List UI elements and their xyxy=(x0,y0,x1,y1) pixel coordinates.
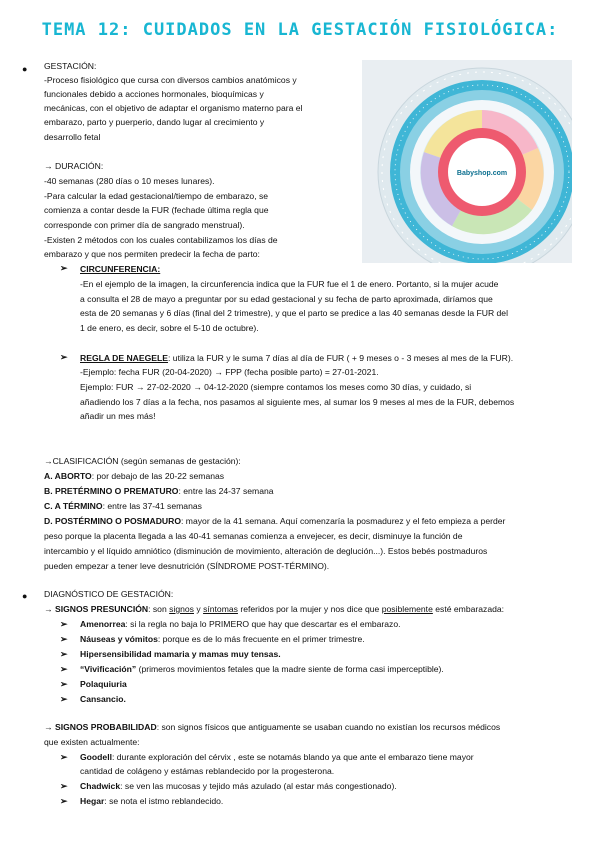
probability-label: → SIGNOS PROBABILIDAD xyxy=(44,722,157,732)
text-line: embarazo y que nos permiten predecir la fecha de parto: xyxy=(44,249,260,259)
sign-item: Cansancio. xyxy=(80,694,126,704)
text-line: mecánicas, con el objetivo de adaptar el organismo materno para el xyxy=(44,103,303,113)
duration-heading: → DURACIÓN: xyxy=(44,161,104,171)
text-line: 1 de enero, es decir, sobre el 5-10 de octubre). xyxy=(80,323,259,333)
arrow-bullet-icon: ➢ xyxy=(60,664,68,674)
text-fragment: esté embarazada: xyxy=(435,604,505,614)
sign-item xyxy=(80,632,365,646)
page-title: TEMA 12: CUIDADOS EN LA GESTACIÓN FISIOLÓGICA: xyxy=(41,20,559,40)
text-line: corresponde con primer día de sangrado menstrual). xyxy=(44,220,245,230)
naegele-line xyxy=(80,351,513,365)
arrow-bullet-icon: ➢ xyxy=(60,263,68,273)
arrow-bullet-icon: ➢ xyxy=(60,352,68,362)
class-c-label: C. A TÉRMINO xyxy=(44,501,103,511)
sign-item xyxy=(80,750,474,764)
text-fragment: y xyxy=(196,604,201,614)
sign-text: : porque es de lo más frecuente en el primer trimestre. xyxy=(157,634,365,644)
arrow-bullet-icon: ➢ xyxy=(60,752,68,762)
text-line: peso porque la placenta llegada a las 40-41 semanas comienza a envejecer, es decir, disminuye la función de xyxy=(44,531,463,541)
arrow-bullet-icon: ➢ xyxy=(60,634,68,644)
naegele-label: REGLA DE NAEGELE xyxy=(80,353,169,363)
text-fragment: signos xyxy=(169,604,194,614)
arrow-bullet-icon: ➢ xyxy=(60,694,68,704)
presumption-line xyxy=(44,602,504,616)
bullet-icon: ● xyxy=(22,591,28,601)
arrow-bullet-icon: ➢ xyxy=(60,649,68,659)
sign-label: Amenorrea xyxy=(80,619,126,629)
sign-item xyxy=(80,662,444,676)
class-a xyxy=(44,469,224,483)
text-line: comienza a contar desde la FUR (fechade última regla que xyxy=(44,205,269,215)
sign-text: : se nota el istmo reblandecido. xyxy=(104,796,224,806)
class-d xyxy=(44,514,505,528)
naegele-rest: : utiliza la FUR y le suma 7 días al día de FUR ( + 9 meses o - 3 meses al mes de la FUR). xyxy=(168,353,514,363)
sign-text: : durante exploración del cérvix , este se notamás blando ya que ante el embarazo tiene mayor xyxy=(112,752,474,762)
text-fragment: posiblemente xyxy=(381,604,433,614)
text-line: añadiendo los 7 días a la fecha, nos pasamos al siguiente mes, al sumar los 9 meses al mes de la FUR, debemos xyxy=(80,397,515,407)
sign-item: Polaquiuria xyxy=(80,679,127,689)
text-line: -40 semanas (280 días o 10 meses lunares). xyxy=(44,176,215,186)
sign-text: : se ven las mucosas y tejido más azulado (al estar más congestionado). xyxy=(120,781,397,791)
sign-label: Goodell xyxy=(80,752,112,762)
class-d-rest: : mayor de la 41 semana. Aquí comenzaría la posmadurez y el feto empieza a perder xyxy=(181,516,506,526)
gestation-heading: GESTACIÓN: xyxy=(44,61,97,71)
probability-line xyxy=(44,720,500,734)
text-line: esta de 20 semanas y 6 días (final del 2 trimestre), y que el parto se predice a las 40 semanas desde la FUR del xyxy=(80,308,509,318)
text-line: -En el ejemplo de la imagen, la circunferencia indica que la FUR fue el 1 de enero. Portanto, si la mujer acude xyxy=(80,279,499,289)
text-line: Ejemplo: FUR → 27-02-2020 → 04-12-2020 (siempre contamos los meses como 30 días, y cuidado, si xyxy=(80,382,472,392)
text-fragment: : son xyxy=(148,604,167,614)
classification-heading: →CLASIFICACIÓN (según semanas de gestación): xyxy=(44,456,241,466)
text-line: añadir un mes más! xyxy=(80,411,156,421)
class-c xyxy=(44,499,202,513)
sign-item xyxy=(80,794,223,808)
gestation-wheel-image xyxy=(362,60,572,263)
text-fragment: síntomas xyxy=(203,604,238,614)
text-line: que existen actualmente: xyxy=(44,737,140,747)
class-b-label: B. PRETÉRMINO O PREMATURO xyxy=(44,486,179,496)
sign-item xyxy=(80,617,401,631)
class-a-label: A. ABORTO xyxy=(44,471,92,481)
sign-label: “Vivificación” xyxy=(80,664,137,674)
circumference-label: CIRCUNFERENCIA: xyxy=(80,264,161,274)
text-line: pueden empezar a tener leve desnutrición (SÍNDROME POST-TÉRMINO). xyxy=(44,561,330,571)
text-line: desarrollo fetal xyxy=(44,132,101,142)
sign-text: : si la regla no baja lo PRIMERO que hay que descartar es el embarazo. xyxy=(125,619,401,629)
arrow-bullet-icon: ➢ xyxy=(60,679,68,689)
text-line: -Ejemplo: fecha FUR (20-04-2020) → FPP (fecha posible parto) = 27-01-2021. xyxy=(80,367,379,377)
text-line: embarazo, parto y puerperio, dando lugar al crecimiento y xyxy=(44,117,265,127)
class-b xyxy=(44,484,274,498)
sign-label: Hegar xyxy=(80,796,105,806)
text-fragment: : son signos físicos que antiguamente se usaban cuando no existían los recursos médicos xyxy=(156,722,501,732)
sign-item xyxy=(80,779,397,793)
sign-item: Hipersensibilidad mamaria y mamas muy tensas. xyxy=(80,649,281,659)
diagnosis-heading: DIAGNÓSTICO DE GESTACIÓN: xyxy=(44,589,174,599)
arrow-bullet-icon: ➢ xyxy=(60,781,68,791)
text-fragment: referidos por la mujer y nos dice que xyxy=(240,604,380,614)
text-line: intercambio y el líquido amniótico (disminución de movimiento, alteración de deglución...). Estos bebés postmaduros xyxy=(44,546,488,556)
class-b-rest: : entre las 24-37 semana xyxy=(178,486,274,496)
text-line: -Existen 2 métodos con los cuales contabilizamos los días de xyxy=(44,235,278,245)
sign-label: Náuseas y vómitos xyxy=(80,634,158,644)
class-c-rest: : entre las 37-41 semanas xyxy=(102,501,202,511)
arrow-bullet-icon: ➢ xyxy=(60,796,68,806)
presumption-label: → SIGNOS PRESUNCIÓN xyxy=(44,604,149,614)
class-a-rest: : por debajo de las 20-22 semanas xyxy=(91,471,225,481)
text-line: cantidad de colágeno y estámas reblandecido por la progesterona. xyxy=(80,766,335,776)
sign-label: Chadwick xyxy=(80,781,121,791)
text-line: a consulta el 28 de mayo a preguntar por su edad gestacional y su fecha de parto aproximada, diríamos que xyxy=(80,294,493,304)
bullet-icon: ● xyxy=(22,64,28,74)
text-line: -Para calcular la edad gestacional/tiempo de embarazo, se xyxy=(44,191,269,201)
class-d-label: D. POSTÉRMINO O POSMADURO xyxy=(44,516,182,526)
arrow-bullet-icon: ➢ xyxy=(60,619,68,629)
text-line: -Proceso fisiológico que cursa con diversos cambios anatómicos y xyxy=(44,75,297,85)
sign-text: (primeros movimientos fetales que la madre siente de forma casi imperceptible). xyxy=(136,664,444,674)
wheel-brand: Babyshop.com xyxy=(456,170,508,177)
text-line: funcionales debido a acciones hormonales, bioquímicas y xyxy=(44,89,264,99)
